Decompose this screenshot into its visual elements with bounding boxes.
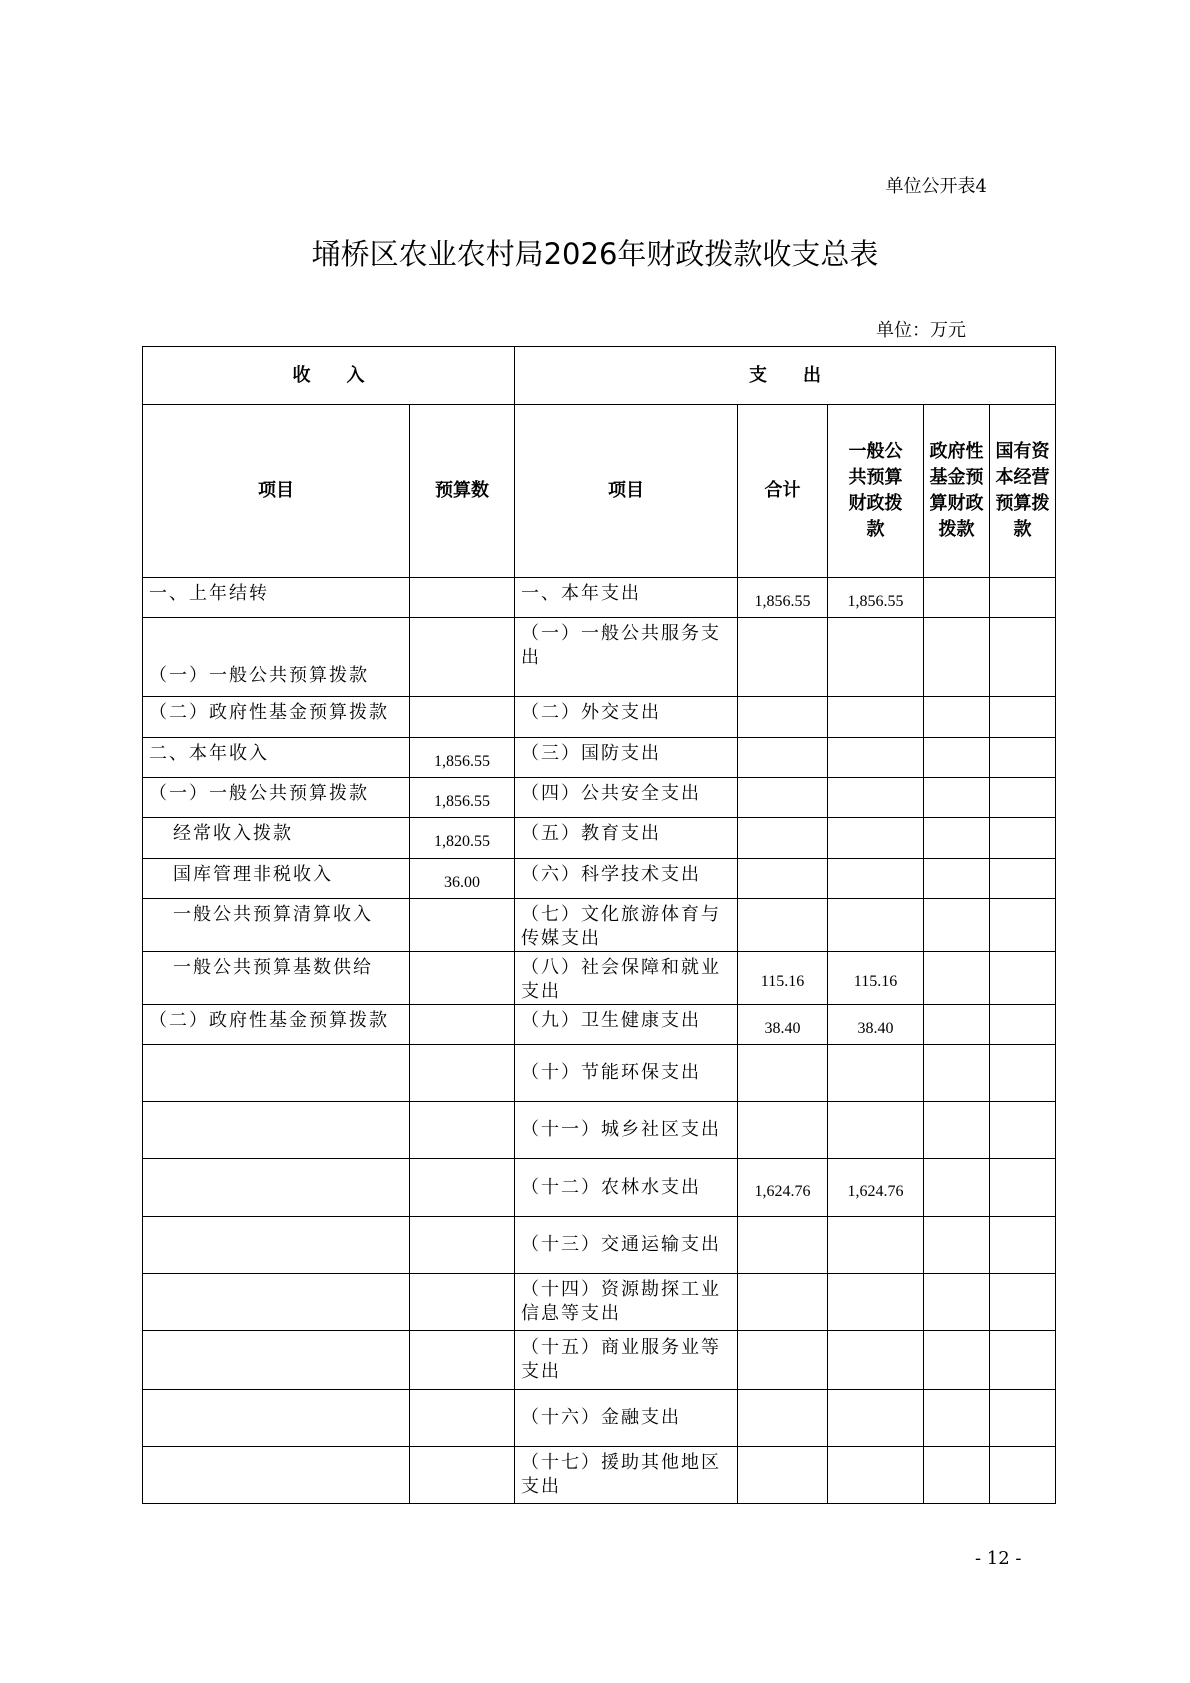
expense-item: （九）卫生健康支出	[515, 1005, 738, 1045]
income-budget	[410, 697, 515, 738]
expense-state-capital	[990, 952, 1056, 1005]
expense-total	[738, 818, 828, 859]
income-budget	[410, 1331, 515, 1390]
expense-general	[828, 1390, 924, 1447]
expense-item: （十二）农林水支出	[515, 1159, 738, 1217]
expense-general: 1,624.76	[828, 1159, 924, 1217]
expense-general	[828, 1274, 924, 1331]
table-row	[143, 1390, 1056, 1447]
expense-general	[828, 1217, 924, 1274]
expense-fund	[924, 1005, 990, 1045]
expense-total	[738, 778, 828, 818]
table-row	[143, 1045, 1056, 1102]
income-budget	[410, 618, 515, 697]
table-row	[143, 618, 1056, 697]
expense-fund	[924, 697, 990, 738]
expense-state-capital	[990, 1045, 1056, 1102]
income-budget	[410, 1159, 515, 1217]
expense-item: （一）一般公共服务支出	[515, 618, 738, 697]
income-budget: 1,820.55	[410, 818, 515, 859]
expense-state-capital	[990, 1331, 1056, 1390]
expense-general	[828, 1102, 924, 1159]
income-item	[143, 1331, 410, 1390]
table-row	[143, 899, 1056, 952]
expense-general	[828, 1331, 924, 1390]
expense-item: （七）文化旅游体育与传媒支出	[515, 899, 738, 952]
expense-state-capital	[990, 899, 1056, 952]
income-item	[143, 1447, 410, 1504]
table-row	[143, 697, 1056, 738]
expense-general	[828, 859, 924, 899]
income-budget	[410, 578, 515, 618]
expense-fund	[924, 1159, 990, 1217]
expense-item-header: 项目	[515, 405, 738, 578]
table-row	[143, 738, 1056, 778]
unit-label: 单位：万元	[876, 320, 966, 341]
income-budget	[410, 899, 515, 952]
table-row	[143, 1274, 1056, 1331]
table-row	[143, 1102, 1056, 1159]
table-row	[143, 818, 1056, 859]
table-row	[143, 578, 1056, 618]
expense-general: 38.40	[828, 1005, 924, 1045]
expense-state-capital	[990, 1005, 1056, 1045]
table-row	[143, 1159, 1056, 1217]
income-budget	[410, 1390, 515, 1447]
income-budget	[410, 1102, 515, 1159]
income-item: 一、上年结转	[143, 578, 410, 618]
expense-total	[738, 1274, 828, 1331]
expense-total	[738, 1102, 828, 1159]
expense-general	[828, 899, 924, 952]
expense-item: 一、本年支出	[515, 578, 738, 618]
expense-state-capital	[990, 738, 1056, 778]
table-row	[143, 1217, 1056, 1274]
expense-total	[738, 1390, 828, 1447]
expense-total	[738, 899, 828, 952]
income-budget	[410, 1274, 515, 1331]
expense-general	[828, 1447, 924, 1504]
fund-budget-header: 政府性基金预算财政拨款	[924, 405, 990, 578]
table-row	[143, 1331, 1056, 1390]
expense-fund	[924, 952, 990, 1005]
expense-state-capital	[990, 1217, 1056, 1274]
income-budget	[410, 1217, 515, 1274]
expense-total: 38.40	[738, 1005, 828, 1045]
expense-state-capital	[990, 778, 1056, 818]
expense-general	[828, 778, 924, 818]
income-item: 二、本年收入	[143, 738, 410, 778]
expense-general	[828, 697, 924, 738]
expense-fund	[924, 738, 990, 778]
expense-general	[828, 1045, 924, 1102]
expense-total: 115.16	[738, 952, 828, 1005]
expense-total	[738, 859, 828, 899]
expense-state-capital	[990, 578, 1056, 618]
finance-table	[142, 346, 1056, 1504]
expense-total	[738, 1447, 828, 1504]
income-budget	[410, 1447, 515, 1504]
total-header: 合计	[738, 405, 828, 578]
expense-fund	[924, 1102, 990, 1159]
income-item: （一）一般公共预算拨款	[143, 778, 410, 818]
expense-general: 115.16	[828, 952, 924, 1005]
income-item-header: 项目	[143, 405, 410, 578]
expense-fund	[924, 818, 990, 859]
table-row	[143, 1447, 1056, 1504]
budget-header: 预算数	[410, 405, 515, 578]
general-budget-header: 一般公共预算财政拨款	[828, 405, 924, 578]
table-row	[143, 778, 1056, 818]
expense-fund	[924, 1217, 990, 1274]
expense-item: （四）公共安全支出	[515, 778, 738, 818]
income-budget: 36.00	[410, 859, 515, 899]
table-row	[143, 1005, 1056, 1045]
income-item	[143, 1274, 410, 1331]
expense-fund	[924, 1447, 990, 1504]
expense-total: 1,624.76	[738, 1159, 828, 1217]
income-item: 一般公共预算基数供给	[143, 952, 410, 1005]
expense-total	[738, 738, 828, 778]
income-item	[143, 1217, 410, 1274]
expense-state-capital	[990, 818, 1056, 859]
income-item	[143, 1102, 410, 1159]
expense-item: （十六）金融支出	[515, 1390, 738, 1447]
expense-total: 1,856.55	[738, 578, 828, 618]
expense-header: 支 出	[515, 347, 1056, 405]
income-item: 国库管理非税收入	[143, 859, 410, 899]
expense-general	[828, 738, 924, 778]
expense-item: （六）科学技术支出	[515, 859, 738, 899]
income-budget	[410, 1005, 515, 1045]
expense-fund	[924, 1331, 990, 1390]
form-number: 单位公开表4	[885, 176, 987, 197]
income-budget	[410, 952, 515, 1005]
expense-fund	[924, 859, 990, 899]
income-item: 经常收入拨款	[143, 818, 410, 859]
expense-item: （八）社会保障和就业支出	[515, 952, 738, 1005]
income-header: 收 入	[143, 347, 515, 405]
income-item	[143, 1159, 410, 1217]
expense-item: （十七）援助其他地区支出	[515, 1447, 738, 1504]
table-row	[143, 952, 1056, 1005]
expense-state-capital	[990, 1159, 1056, 1217]
expense-general	[828, 618, 924, 697]
expense-fund	[924, 1390, 990, 1447]
table-row	[143, 859, 1056, 899]
expense-state-capital	[990, 697, 1056, 738]
expense-item: （十三）交通运输支出	[515, 1217, 738, 1274]
expense-state-capital	[990, 859, 1056, 899]
state-capital-header: 国有资本经营预算拨款	[990, 405, 1056, 578]
income-item	[143, 1390, 410, 1447]
expense-general	[828, 818, 924, 859]
expense-fund	[924, 618, 990, 697]
expense-total	[738, 618, 828, 697]
income-item: （二）政府性基金预算拨款	[143, 1005, 410, 1045]
expense-state-capital	[990, 1102, 1056, 1159]
expense-total	[738, 1331, 828, 1390]
expense-state-capital	[990, 1390, 1056, 1447]
expense-item: （十）节能环保支出	[515, 1045, 738, 1102]
expense-total	[738, 1045, 828, 1102]
expense-item: （五）教育支出	[515, 818, 738, 859]
expense-total	[738, 1217, 828, 1274]
expense-state-capital	[990, 1274, 1056, 1331]
expense-fund	[924, 1274, 990, 1331]
expense-total	[738, 697, 828, 738]
income-item: （二）政府性基金预算拨款	[143, 697, 410, 738]
expense-fund	[924, 778, 990, 818]
income-budget	[410, 1045, 515, 1102]
page-title: 埇桥区农业农村局2026年财政拨款收支总表	[311, 237, 879, 271]
expense-general: 1,856.55	[828, 578, 924, 618]
expense-item: （三）国防支出	[515, 738, 738, 778]
expense-state-capital	[990, 1447, 1056, 1504]
income-budget: 1,856.55	[410, 778, 515, 818]
expense-item: （十一）城乡社区支出	[515, 1102, 738, 1159]
page-number: - 12 -	[975, 1548, 1022, 1569]
income-item	[143, 1045, 410, 1102]
expense-state-capital	[990, 618, 1056, 697]
expense-item: （十四）资源勘探工业信息等支出	[515, 1274, 738, 1331]
expense-fund	[924, 899, 990, 952]
expense-item: （十五）商业服务业等支出	[515, 1331, 738, 1390]
income-item: 一般公共预算清算收入	[143, 899, 410, 952]
expense-item: （二）外交支出	[515, 697, 738, 738]
income-budget: 1,856.55	[410, 738, 515, 778]
expense-fund	[924, 578, 990, 618]
expense-fund	[924, 1045, 990, 1102]
income-item: （一）一般公共预算拨款	[143, 618, 410, 697]
